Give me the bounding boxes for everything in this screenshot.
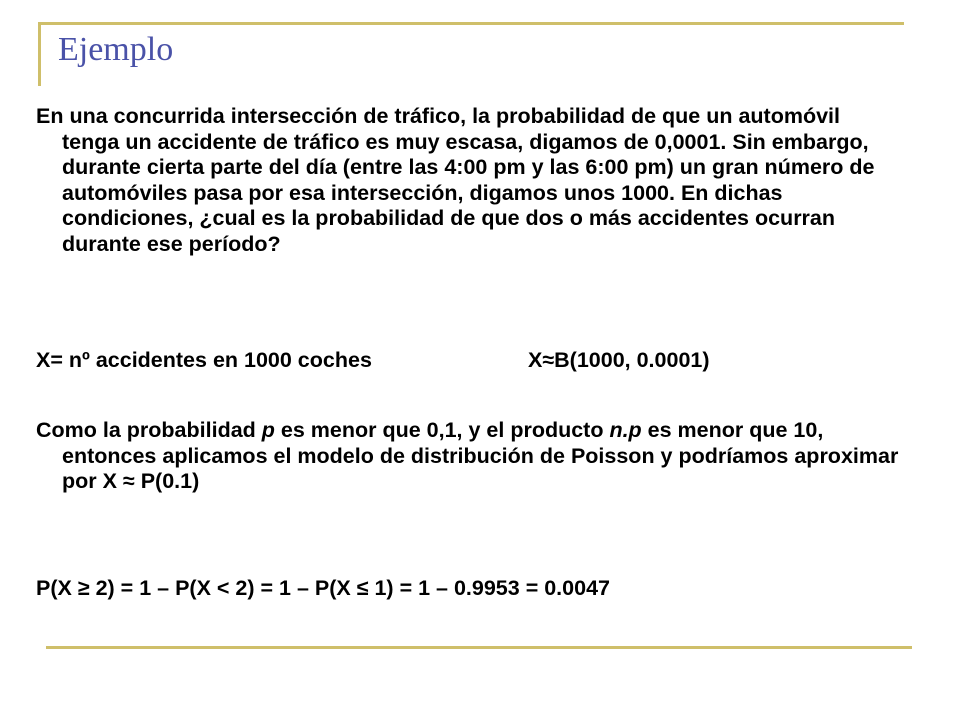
slide-title: Ejemplo [58,31,174,68]
variable-definition: X= nº accidentes en 1000 coches [36,348,372,372]
result-formula: P(X ≥ 2) = 1 – P(X < 2) = 1 – P(X ≤ 1) = 1 – 0.9953 = 0.0047 [36,576,610,600]
explanation-part-3: es menor que 10, entonces aplicamos el modelo de distribución de Poisson y podríamos aproximar por X ≈ P(0.1) [62,418,899,493]
explanation [36,418,902,495]
explanation-p: p [261,418,275,442]
problem-statement: En una concurrida intersección de tráfico, la probabilidad de que un automóvil tenga un accidente de tráfico es muy escasa, digamos de 0,0001. Sin embargo, durante cierta parte del día (entre las 4:00 pm y las 6:00 pm) un gran número de automóviles pasa por esa intersección, digamos unos 1000. En dichas condiciones, ¿cual es la probabilidad de que dos o más accidentes ocurran durante ese período? [36,104,875,256]
binomial-model: X≈B(1000, 0.0001) [528,348,710,372]
bottom-divider-line [46,646,912,649]
left-accent-line [38,24,41,86]
explanation-part-2: es menor que 0,1, y el producto [274,418,610,442]
explanation-part-1: Como la probabilidad [36,418,262,442]
top-divider-line [38,22,904,25]
variable-definition-line [36,348,922,374]
explanation-np: n.p [609,418,642,442]
